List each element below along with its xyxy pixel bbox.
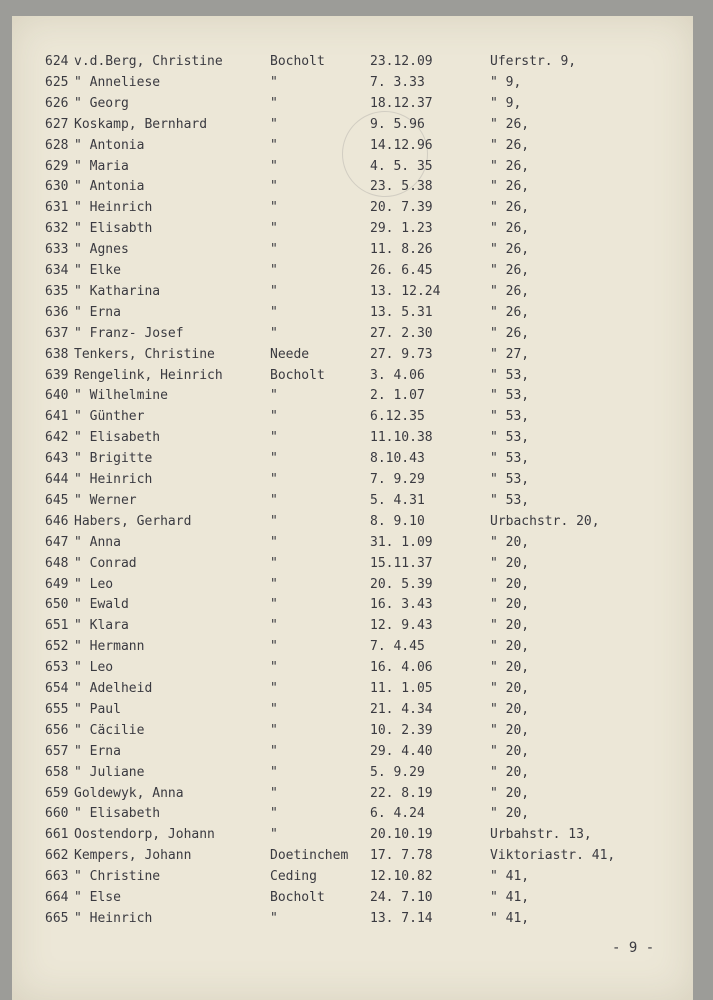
birth-date: 12.10.82 [370,869,433,885]
page-number: - 9 - [612,940,655,956]
birth-date: 2. 1.07 [370,388,425,404]
street-address: " 20, [490,534,530,550]
birth-place: " [270,681,278,696]
birth-place: " [270,116,278,132]
birth-date: 7. 4.45 [370,639,425,655]
birth-place: " [270,827,278,843]
person-name: " Juliane [74,764,145,780]
person-name: " Elke [74,263,121,278]
birth-place: " [270,283,278,299]
person-name: Koskamp, Bernhard [74,116,208,132]
person-name: " Elisabth [74,221,153,237]
birth-date: 8.10.43 [370,451,425,467]
street-address: " 9, [490,95,522,111]
entry-number: 624 [45,54,69,69]
person-name: " Klara [74,618,129,634]
birth-place: " [270,451,278,467]
birth-place: Bocholt [270,890,325,905]
street-address: " 41, [490,869,530,885]
street-address: Viktoriastr. 41, [490,848,616,864]
birth-place: " [270,95,278,111]
street-address: " 20, [490,785,530,801]
register-row [12,239,693,260]
birth-place: " [270,242,278,258]
birth-date: 5. 9.29 [370,764,425,780]
register-row [12,845,693,866]
birth-place: " [270,513,278,529]
person-name: " Franz- Josef [74,325,184,341]
person-name: " Elisabeth [74,430,161,446]
street-address: " 20, [490,681,530,696]
birth-place: " [270,472,278,487]
birth-date: 27. 2.30 [370,325,433,341]
register-row [12,281,693,302]
street-address: " 53, [490,472,530,487]
birth-place: " [270,409,278,425]
entry-number: 655 [45,701,69,717]
birth-place: " [270,785,278,801]
entry-number: 650 [45,597,69,613]
birth-date: 5. 4.31 [370,492,425,508]
register-row [12,553,693,574]
birth-date: 29. 1.23 [370,221,433,237]
street-address: Uferstr. 9, [490,54,577,69]
person-name: Oostendorp, Johann [74,827,215,843]
birth-date: 11.10.38 [370,430,433,446]
person-name: " Günther [74,409,145,425]
entry-number: 651 [45,618,69,634]
street-address: " 20, [490,764,530,780]
entry-number: 632 [45,221,69,237]
register-row [12,824,693,845]
birth-place: " [270,806,278,822]
person-name: " Maria [74,158,129,174]
register-row [12,594,693,615]
register-row [12,636,693,657]
register-row [12,866,693,887]
street-address: " 20, [490,639,530,655]
entry-number: 654 [45,681,69,696]
entry-number: 635 [45,283,69,299]
register-row [12,532,693,553]
entry-number: 653 [45,660,69,676]
birth-date: 29. 4.40 [370,743,433,759]
birth-date: 3. 4.06 [370,367,425,383]
person-name: " Hermann [74,639,145,655]
birth-place: " [270,722,278,738]
street-address: Urbachstr. 20, [490,513,600,529]
person-name: " Ewald [74,597,129,613]
street-address: " 20, [490,722,530,738]
register-row [12,176,693,197]
register-row [12,762,693,783]
register-row [12,344,693,365]
person-name: " Anneliese [74,74,161,90]
register-row [12,260,693,281]
document-page [12,16,693,1000]
birth-place: " [270,492,278,508]
birth-place: " [270,576,278,592]
birth-date: 14.12.96 [370,137,433,153]
street-address: " 26, [490,221,530,237]
birth-date: 27. 9.73 [370,346,433,362]
birth-date: 15.11.37 [370,555,433,571]
street-address: " 53, [490,451,530,467]
birth-date: 17. 7.78 [370,848,433,864]
birth-place: " [270,74,278,90]
entry-number: 626 [45,95,69,111]
birth-date: 23. 5.38 [370,179,433,195]
entry-number: 646 [45,513,69,529]
birth-place: " [270,388,278,404]
birth-place: " [270,597,278,613]
birth-date: 11. 8.26 [370,242,433,258]
register-row [12,427,693,448]
register-row [12,156,693,177]
birth-date: 8. 9.10 [370,513,425,529]
birth-place: " [270,660,278,676]
register-row [12,803,693,824]
entry-number: 625 [45,74,69,90]
register-row [12,699,693,720]
birth-date: 16. 4.06 [370,660,433,676]
birth-date: 12. 9.43 [370,618,433,634]
entry-number: 659 [45,785,69,801]
birth-place: " [270,200,278,216]
street-address: " 26, [490,116,530,132]
birth-date: 7. 9.29 [370,472,425,487]
register-row [12,574,693,595]
birth-date: 22. 8.19 [370,785,433,801]
entry-number: 639 [45,367,69,383]
birth-date: 6. 4.24 [370,806,425,822]
register-row [12,302,693,323]
register-row [12,511,693,532]
register-row [12,323,693,344]
person-name: " Paul [74,701,121,717]
person-name: " Conrad [74,555,137,571]
person-name: " Katharina [74,283,161,299]
birth-place: Bocholt [270,367,325,383]
street-address: Urbahstr. 13, [490,827,592,843]
person-name: Kempers, Johann [74,848,192,864]
birth-date: 9. 5.96 [370,116,425,132]
person-name: Goldewyk, Anna [74,785,184,801]
street-address: " 26, [490,263,530,278]
entry-number: 665 [45,910,69,926]
birth-place: " [270,304,278,320]
birth-date: 26. 6.45 [370,263,433,278]
register-row [12,887,693,908]
birth-place: Ceding [270,869,317,885]
entry-number: 648 [45,555,69,571]
entry-number: 636 [45,304,69,320]
entry-number: 656 [45,722,69,738]
birth-place: " [270,534,278,550]
street-address: " 20, [490,597,530,613]
person-name: " Antonia [74,179,145,195]
person-name: " Adelheid [74,681,153,696]
entry-number: 647 [45,534,69,550]
register-row [12,72,693,93]
person-name: " Wilhelmine [74,388,168,404]
entry-number: 643 [45,451,69,467]
register-row [12,197,693,218]
entry-number: 641 [45,409,69,425]
birth-place: " [270,179,278,195]
person-name: " Georg [74,95,129,111]
birth-date: 20. 7.39 [370,200,433,216]
birth-date: 24. 7.10 [370,890,433,905]
person-name: " Leo [74,660,114,676]
entry-number: 628 [45,137,69,153]
birth-place: Doetinchem [270,848,349,864]
street-address: " 26, [490,158,530,174]
street-address: " 27, [490,346,530,362]
birth-place: Bocholt [270,54,325,69]
entry-number: 642 [45,430,69,446]
street-address: " 20, [490,576,530,592]
entry-number: 644 [45,472,69,487]
register-row [12,218,693,239]
birth-date: 13. 12.24 [370,283,441,299]
street-address: " 53, [490,367,530,383]
birth-place: " [270,158,278,174]
street-address: " 26, [490,283,530,299]
person-name: Tenkers, Christine [74,346,215,362]
person-name: " Cäcilie [74,722,145,738]
street-address: " 41, [490,910,530,926]
person-name: " Erna [74,743,121,759]
person-name: " Brigitte [74,451,153,467]
birth-date: 10. 2.39 [370,722,433,738]
entry-number: 661 [45,827,69,843]
birth-place: " [270,263,278,278]
entry-number: 652 [45,639,69,655]
person-name: v.d.Berg, Christine [74,54,223,69]
street-address: " 53, [490,409,530,425]
street-address: " 20, [490,701,530,717]
register-row [12,783,693,804]
entry-number: 657 [45,743,69,759]
birth-date: 31. 1.09 [370,534,433,550]
street-address: " 26, [490,242,530,258]
street-address: " 26, [490,325,530,341]
register-row [12,385,693,406]
person-name: " Erna [74,304,121,320]
register-row [12,720,693,741]
register-row [12,657,693,678]
entry-number: 640 [45,388,69,404]
birth-date: 21. 4.34 [370,701,433,717]
birth-date: 20.10.19 [370,827,433,843]
register-row [12,114,693,135]
birth-place: " [270,555,278,571]
birth-place: " [270,701,278,717]
entry-number: 630 [45,179,69,195]
birth-place: " [270,325,278,341]
entry-number: 634 [45,263,69,278]
entry-number: 637 [45,325,69,341]
birth-date: 11. 1.05 [370,681,433,696]
entry-number: 663 [45,869,69,885]
entry-number: 629 [45,158,69,174]
street-address: " 26, [490,179,530,195]
person-name: Habers, Gerhard [74,513,192,529]
birth-date: 16. 3.43 [370,597,433,613]
person-name: " Leo [74,576,114,592]
register-row [12,93,693,114]
street-address: " 20, [490,660,530,676]
entry-number: 645 [45,492,69,508]
register-row [12,406,693,427]
entry-number: 649 [45,576,69,592]
register-row [12,469,693,490]
street-address: " 53, [490,388,530,404]
birth-date: 18.12.37 [370,95,433,111]
person-name: " Werner [74,492,137,508]
entry-number: 664 [45,890,69,905]
person-name: " Anna [74,534,121,550]
entry-number: 660 [45,806,69,822]
birth-place: Neede [270,346,310,362]
entry-number: 633 [45,242,69,258]
register-row [12,135,693,156]
street-address: " 20, [490,555,530,571]
entry-number: 638 [45,346,69,362]
street-address: " 53, [490,430,530,446]
register-row [12,908,693,929]
entry-number: 658 [45,764,69,780]
person-name: " Heinrich [74,200,153,216]
person-name: " Elisabeth [74,806,161,822]
street-address: " 41, [490,890,530,905]
birth-place: " [270,221,278,237]
birth-place: " [270,618,278,634]
birth-place: " [270,743,278,759]
street-address: " 9, [490,74,522,90]
street-address: " 26, [490,200,530,216]
street-address: " 53, [490,492,530,508]
birth-date: 20. 5.39 [370,576,433,592]
register-row [12,51,693,72]
person-name: " Heinrich [74,910,153,926]
birth-date: 6.12.35 [370,409,425,425]
entry-number: 627 [45,116,69,132]
person-name: Rengelink, Heinrich [74,367,223,383]
birth-place: " [270,639,278,655]
birth-date: 23.12.09 [370,54,433,69]
birth-date: 4. 5. 35 [370,158,433,174]
person-name: " Antonia [74,137,145,153]
street-address: " 20, [490,618,530,634]
person-name: " Christine [74,869,161,885]
birth-place: " [270,910,278,926]
birth-place: " [270,430,278,446]
register-row [12,615,693,636]
register-row [12,365,693,386]
register-row [12,448,693,469]
person-name: " Heinrich [74,472,153,487]
entry-number: 631 [45,200,69,216]
register-row [12,741,693,762]
birth-place: " [270,137,278,153]
street-address: " 20, [490,743,530,759]
entry-number: 662 [45,848,69,864]
street-address: " 26, [490,137,530,153]
birth-place: " [270,764,278,780]
birth-date: 13. 5.31 [370,304,433,320]
register-row [12,490,693,511]
person-name: " Agnes [74,242,129,258]
street-address: " 20, [490,806,530,822]
register-row [12,678,693,699]
person-name: " Else [74,890,121,905]
street-address: " 26, [490,304,530,320]
birth-date: 7. 3.33 [370,74,425,90]
birth-date: 13. 7.14 [370,910,433,926]
